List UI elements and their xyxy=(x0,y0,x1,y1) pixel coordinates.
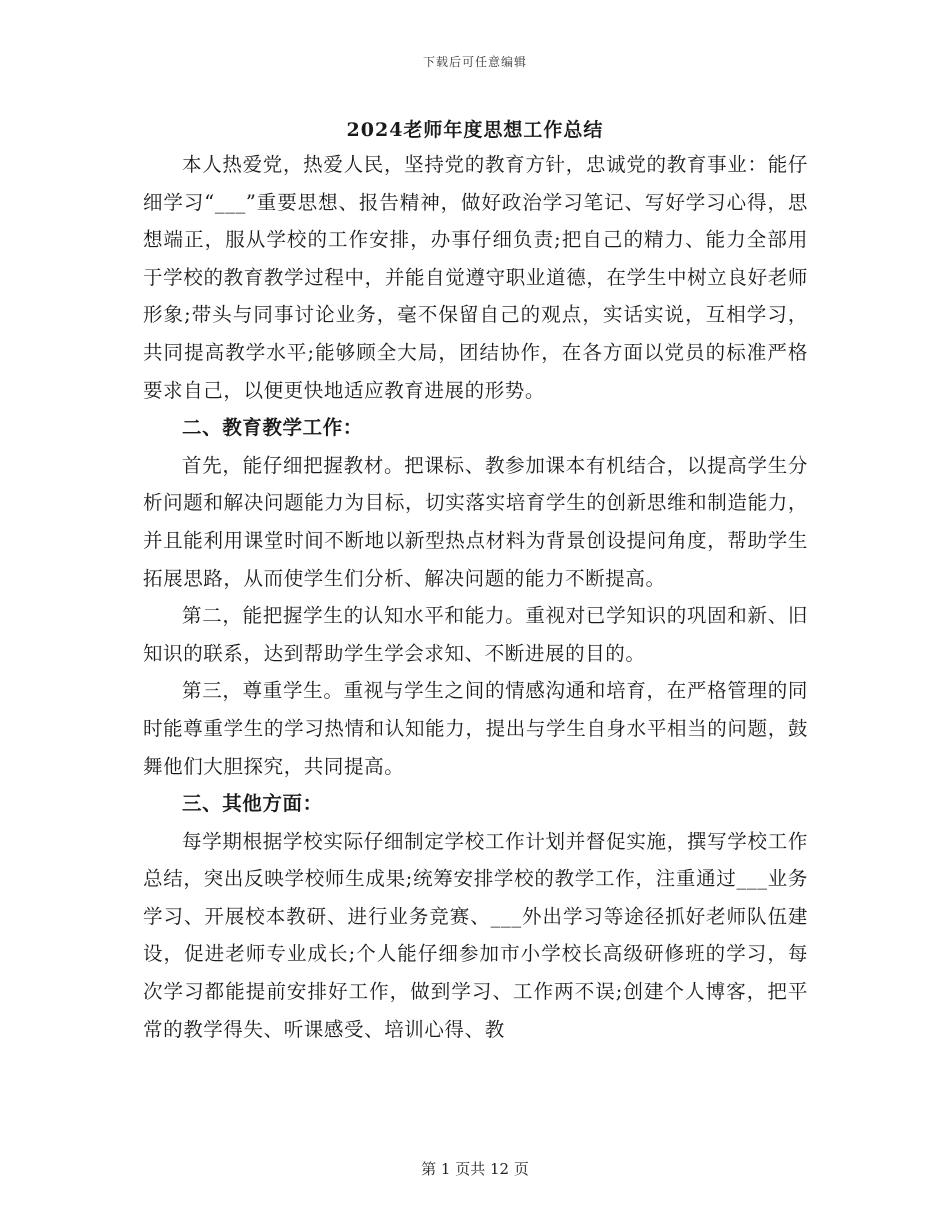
document-title: 2024老师年度思想工作总结 xyxy=(346,119,604,141)
paragraph-other: 每学期根据学校实际仔细制定学校工作计划并督促实施，撰写学校工作总结，突出反映学校师生成果;统筹安排学校的教学工作，注重通过___业务学习、开展校本教研、进行业务竞赛、___外出学习等途径抓好老师队伍建设，促进老师专业成长;个人能仔细参加市小学校长高级研修班的学习，每次学习都能提前安排好工作，做到学习、工作两不误;创建个人博客，把平常的教学得失、听课感受、培训心得、教 xyxy=(143,829,808,1041)
section-heading-teaching: 二、教育教学工作： xyxy=(182,416,363,440)
page-footer: 第 1 页共 12 页 xyxy=(421,1160,529,1178)
paragraph-second: 第二，能把握学生的认知水平和能力。重视对已学知识的巩固和新、旧知识的联系，达到帮助学生学会求知、不断进展的目的。 xyxy=(143,604,808,665)
paragraph-third: 第三，尊重学生。重视与学生之间的情感沟通和培育，在严格管理的同时能尊重学生的学习热情和认知能力，提出与学生自身水平相当的问题，鼓舞他们大胆探究，共同提高。 xyxy=(143,679,808,778)
section-heading-other: 三、其他方面： xyxy=(182,792,323,816)
paragraph-intro: 本人热爱党，热爱人民，坚持党的教育方针，忠诚党的教育事业：能仔细学习“___”重要思想、报告精神，做好政治学习笔记、写好学习心得，思想端正，服从学校的工作安排，办事仔细负责;把自己的精力、能力全部用于学校的教育教学过程中，并能自觉遵守职业道德，在学生中树立良好老师形象;带头与同事讨论业务，毫不保留自己的观点，实话实说，互相学习，共同提高教学水平;能够顾全大局，团结协作，在各方面以党员的标准严格要求自己，以便更快地适应教育进展的形势。 xyxy=(143,153,808,402)
header-note: 下载后可任意编辑 xyxy=(422,55,527,69)
document-body xyxy=(143,146,808,1048)
paragraph-first: 首先，能仔细把握教材。把课标、教参加课本有机结合，以提高学生分析问题和解决问题能力为目标，切实落实培育学生的创新思维和制造能力，并且能利用课堂时间不断地以新型热点材料为背景创设提问角度，帮助学生拓展思路，从而使学生们分析、解决问题的能力不断提高。 xyxy=(143,453,808,590)
